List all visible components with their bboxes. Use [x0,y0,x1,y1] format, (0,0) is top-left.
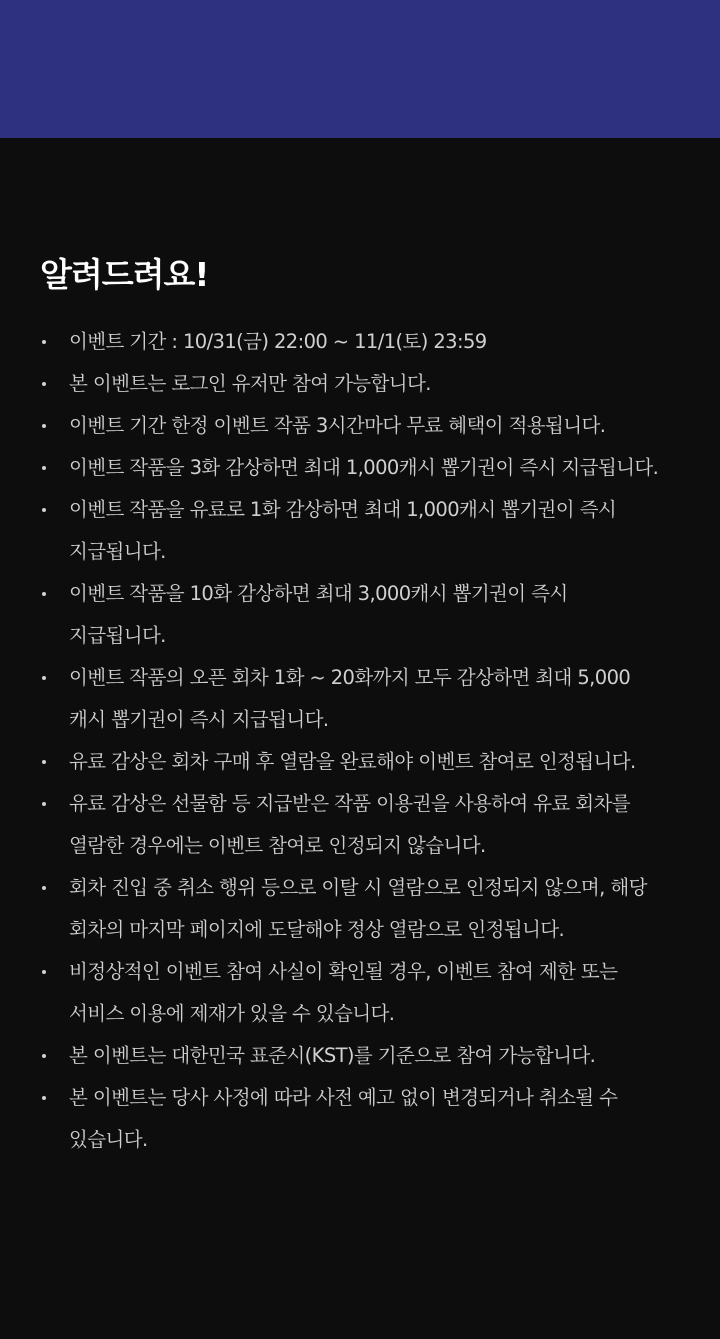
notice-item-text: 유료 감상은 회차 구매 후 열람을 완료해야 이벤트 참여로 인정됩니다. [69,750,636,773]
notice-item [40,1035,680,1077]
notice-item [40,867,680,951]
notice-item-text: 이벤트 작품을 3화 감상하면 최대 1,000캐시 뽑기권이 즉시 지급됩니다. [69,456,659,479]
bullet-dot-icon [42,676,46,680]
notice-item-text: 서비스 이용에 제재가 있을 수 있습니다. [69,1002,395,1025]
notice-item-text: 이벤트 작품을 10화 감상하면 최대 3,000캐시 뽑기권이 즉시 [69,582,568,605]
bullet-dot-icon [42,424,46,428]
notice-item-text: 본 이벤트는 로그인 유저만 참여 가능합니다. [69,372,431,395]
notice-item [40,489,680,573]
notice-item-text: 회차의 마지막 페이지에 도달해야 정상 열람으로 인정됩니다. [69,918,565,941]
notice-item-text: 비정상적인 이벤트 참여 사실이 확인될 경우, 이벤트 참여 제한 또는 [69,960,618,983]
bullet-dot-icon [42,508,46,512]
notice-item [40,1077,680,1161]
bullet-dot-icon [42,970,46,974]
bullet-dot-icon [42,382,46,386]
bullet-dot-icon [42,1054,46,1058]
notice-item-text: 캐시 뽑기권이 즉시 지급됩니다. [69,708,329,731]
notice-item [40,741,680,783]
notice-item [40,951,680,1035]
notice-item [40,657,680,741]
bullet-dot-icon [42,592,46,596]
notice-item-text: 이벤트 기간 : 10/31(금) 22:00 ~ 11/1(토) 23:59 [69,330,487,353]
bullet-dot-icon [42,802,46,806]
top-banner [0,0,720,138]
notice-item-text: 이벤트 기간 한정 이벤트 작품 3시간마다 무료 혜택이 적용됩니다. [69,414,606,437]
notice-item-text: 본 이벤트는 대한민국 표준시(KST)를 기준으로 참여 가능합니다. [69,1044,596,1067]
bullet-dot-icon [42,466,46,470]
notice-item [40,321,680,363]
notice-item-text: 지급됩니다. [69,624,166,647]
notice-list [40,321,680,1161]
bullet-dot-icon [42,886,46,890]
notice-item-text: 지급됩니다. [69,540,166,563]
notice-item [40,363,680,405]
notice-item-text: 회차 진입 중 취소 행위 등으로 이탈 시 열람으로 인정되지 않으며, 해당 [69,876,647,899]
bullet-dot-icon [42,760,46,764]
notice-item-text: 유료 감상은 선물함 등 지급받은 작품 이용권을 사용하여 유료 회차를 [69,792,631,815]
notice-item [40,573,680,657]
notice-item-text: 열람한 경우에는 이벤트 참여로 인정되지 않습니다. [69,834,486,857]
notice-section [0,138,720,1161]
bullet-dot-icon [42,340,46,344]
notice-title: 알려드려요! [40,255,209,294]
notice-item-text: 이벤트 작품의 오픈 회차 1화 ~ 20화까지 모두 감상하면 최대 5,000 [69,666,631,689]
bullet-dot-icon [42,1096,46,1100]
notice-item [40,405,680,447]
notice-item-text: 본 이벤트는 당사 사정에 따라 사전 예고 없이 변경되거나 취소될 수 [69,1086,618,1109]
notice-item [40,783,680,867]
notice-item-text: 이벤트 작품을 유료로 1화 감상하면 최대 1,000캐시 뽑기권이 즉시 [69,498,617,521]
notice-item [40,447,680,489]
notice-item-text: 있습니다. [69,1128,148,1151]
